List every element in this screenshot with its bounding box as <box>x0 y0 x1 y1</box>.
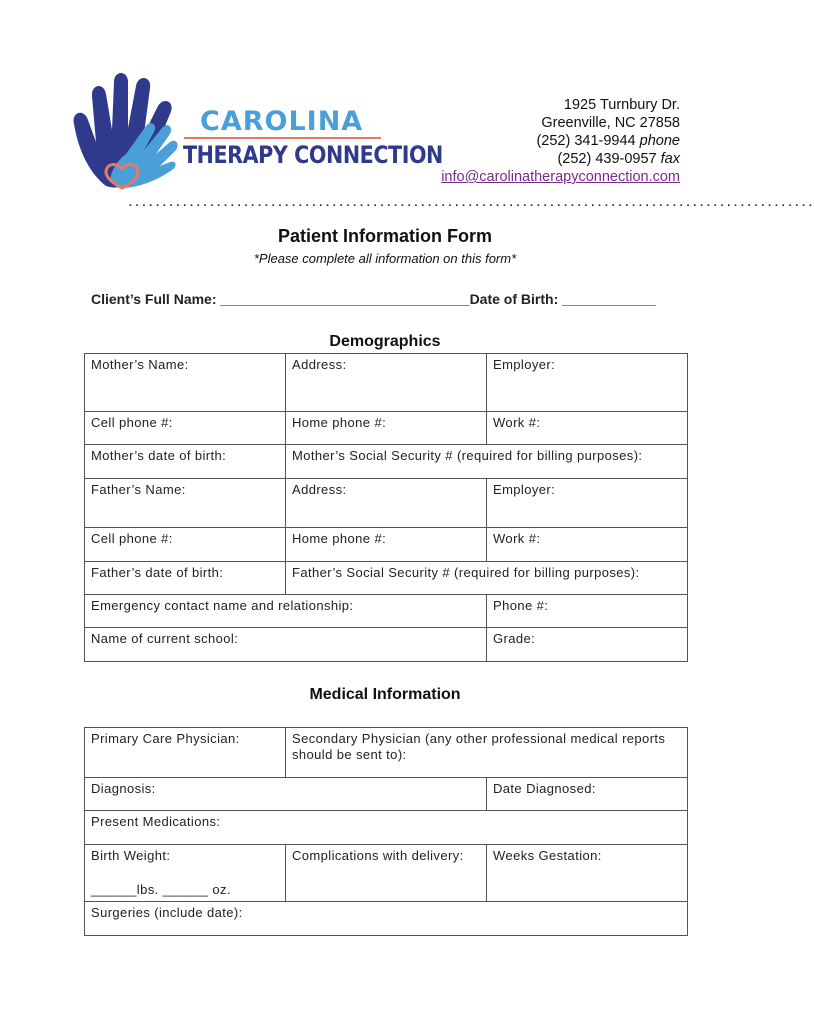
mother-cell-field[interactable]: Cell phone #: <box>85 412 286 445</box>
dob-field[interactable]: ____________ <box>562 291 656 307</box>
mother-work-field[interactable]: Work #: <box>487 412 688 445</box>
hands-icon <box>74 73 178 188</box>
contact-address <box>441 96 680 186</box>
father-dob-field[interactable]: Father’s date of birth: <box>85 562 286 595</box>
demographics-table <box>84 353 688 662</box>
dob-label: Date of Birth: <box>469 291 559 307</box>
father-address-field[interactable]: Address: <box>286 479 487 528</box>
emergency-contact-field[interactable]: Emergency contact name and relationship: <box>85 595 487 628</box>
medical-table <box>84 727 688 936</box>
form-title: Patient Information Form <box>277 226 492 246</box>
demographics-heading: Demographics <box>329 333 441 350</box>
school-field[interactable]: Name of current school: <box>85 628 487 662</box>
emergency-phone-field[interactable]: Phone #: <box>487 595 688 628</box>
mother-dob-field[interactable]: Mother’s date of birth: <box>85 445 286 479</box>
primary-physician-field[interactable]: Primary Care Physician: <box>85 728 286 778</box>
fax-line <box>441 150 680 168</box>
mothers-name-field[interactable]: Mother’s Name: <box>85 354 286 412</box>
fax-number: (252) 439-0957 <box>557 151 657 167</box>
birth-weight-field[interactable] <box>85 845 286 902</box>
city-state-zip: Greenville, NC 27858 <box>541 115 680 131</box>
client-name-line <box>91 291 656 307</box>
fax-label: fax <box>660 151 680 167</box>
phone-label: phone <box>639 133 680 149</box>
mother-home-phone-field[interactable]: Home phone #: <box>286 412 487 445</box>
diagnosis-field[interactable]: Diagnosis: <box>85 778 487 811</box>
medical-heading: Medical Information <box>309 686 461 703</box>
phone-number: (252) 341-9944 <box>536 133 636 149</box>
gestation-field[interactable]: Weeks Gestation: <box>487 845 688 902</box>
surgeries-field[interactable]: Surgeries (include date): <box>85 902 688 936</box>
father-work-field[interactable]: Work #: <box>487 528 688 562</box>
logo-underline <box>184 137 381 139</box>
father-employer-field[interactable]: Employer: <box>487 479 688 528</box>
mother-address-field[interactable]: Address: <box>286 354 487 412</box>
father-ssn-field[interactable]: Father’s Social Security # (required for billing purposes): <box>286 562 688 595</box>
birth-weight-units[interactable]: ______lbs. ______ oz. <box>91 882 231 897</box>
grade-field[interactable]: Grade: <box>487 628 688 662</box>
fathers-name-field[interactable]: Father’s Name: <box>85 479 286 528</box>
phone-line <box>441 132 680 150</box>
street-address: 1925 Turnbury Dr. <box>563 97 680 113</box>
date-diagnosed-field[interactable]: Date Diagnosed: <box>487 778 688 811</box>
mother-ssn-field[interactable]: Mother’s Social Security # (required for billing purposes): <box>286 445 688 479</box>
father-home-phone-field[interactable]: Home phone #: <box>286 528 487 562</box>
medications-field[interactable]: Present Medications: <box>85 811 688 845</box>
email-link[interactable]: info@carolinatherapyconnection.com <box>441 169 680 185</box>
complications-field[interactable]: Complications with delivery: <box>286 845 487 902</box>
form-instructions: *Please complete all information on this form* <box>253 251 517 266</box>
mother-employer-field[interactable]: Employer: <box>487 354 688 412</box>
logo-wordmark-top: CAROLINA <box>200 106 364 137</box>
logo-wordmark-bottom: THERAPY CONNECTION <box>183 141 443 169</box>
dotted-divider: ..................................................................................................... <box>127 198 814 210</box>
birth-weight-label: Birth Weight: <box>91 848 171 863</box>
client-name-label: Client’s Full Name: <box>91 291 217 307</box>
father-cell-field[interactable]: Cell phone #: <box>85 528 286 562</box>
secondary-physician-field[interactable]: Secondary Physician (any other professional medical reports should be sent to): <box>286 728 688 778</box>
client-name-field[interactable]: ________________________________ <box>220 291 470 307</box>
